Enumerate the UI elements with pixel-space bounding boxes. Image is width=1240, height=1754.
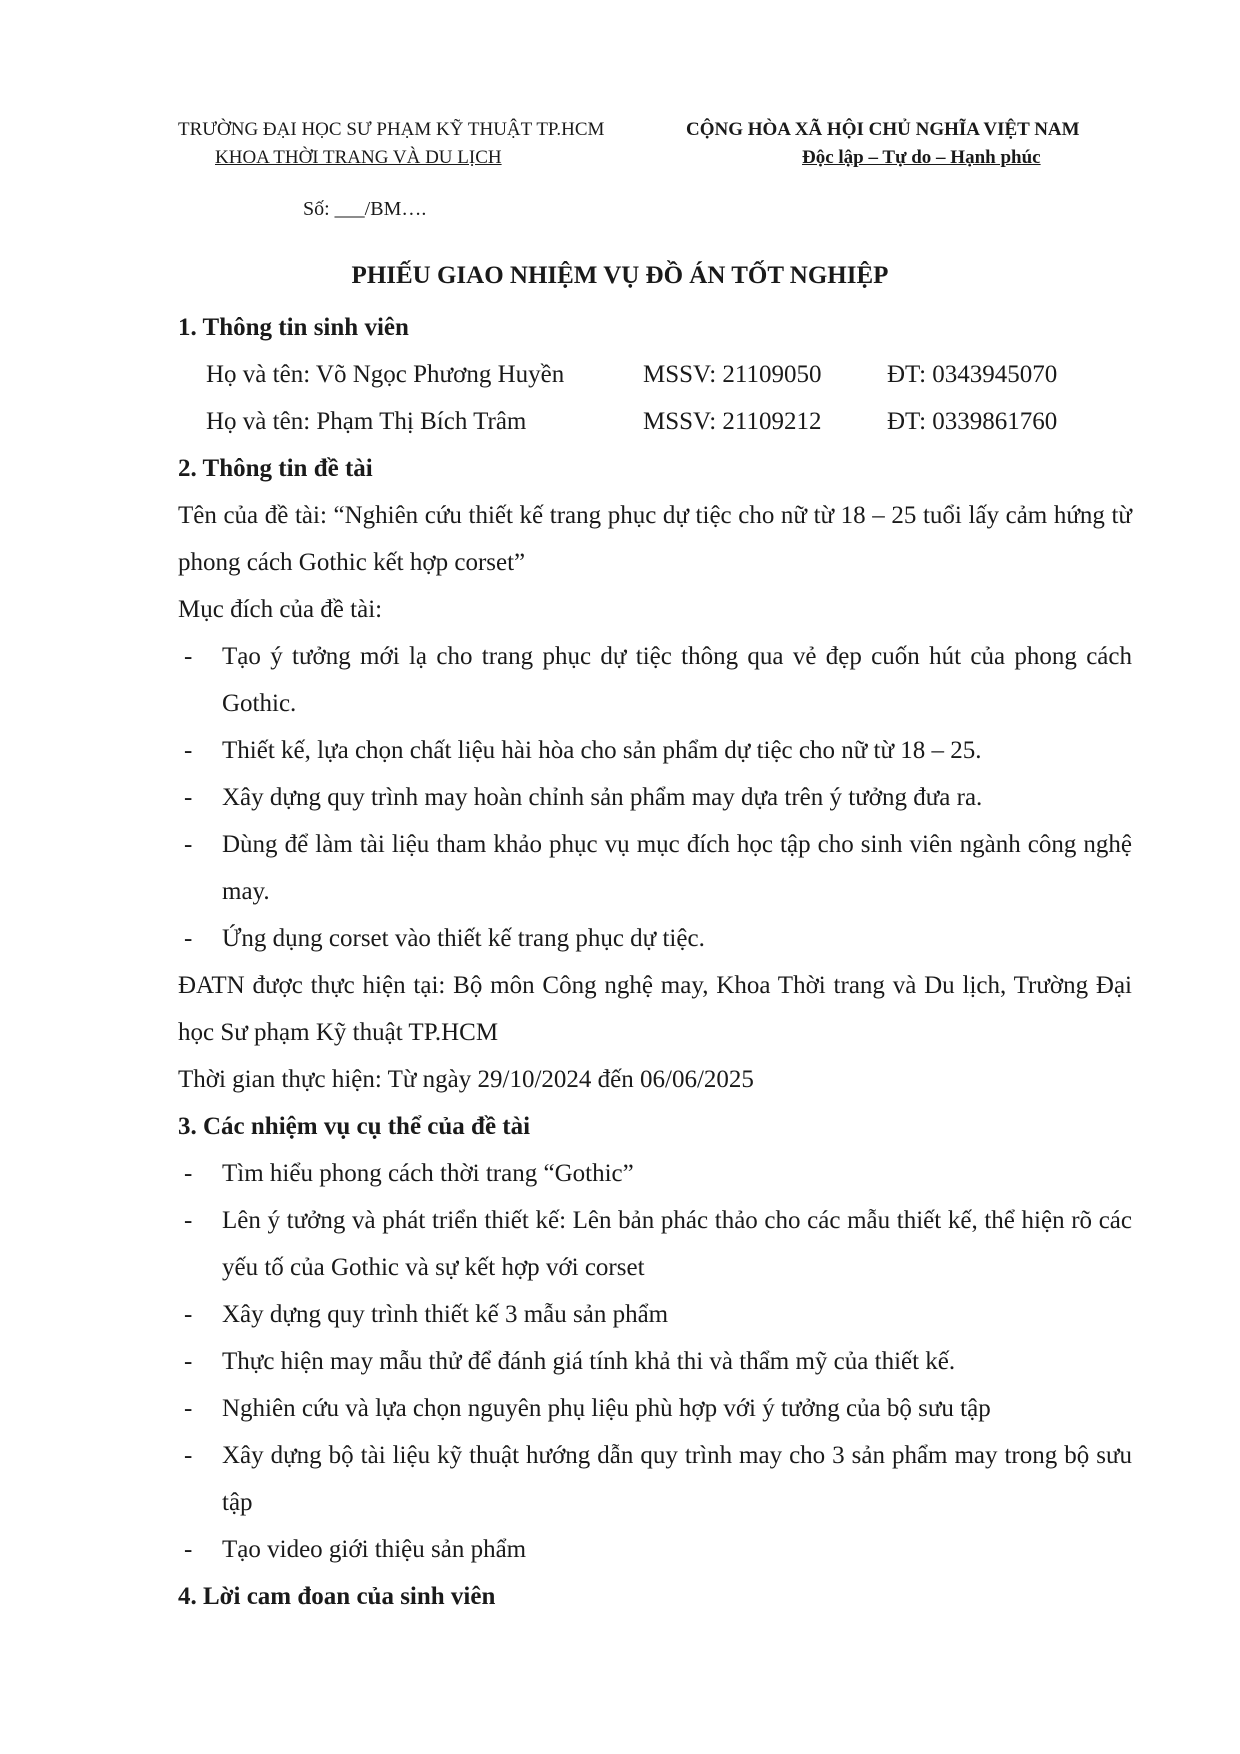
section-4-heading: 4. Lời cam đoan của sinh viên [178, 1583, 496, 1610]
school-name: TRƯỜNG ĐẠI HỌC SƯ PHẠM KỸ THUẬT TP.HCM [178, 119, 605, 140]
list-item [178, 1291, 1132, 1338]
task-text: Thực hiện may mẫu thử để đánh giá tính khả thi và thẩm mỹ của thiết kế. [222, 1348, 956, 1375]
list-dash: - [184, 1442, 193, 1469]
topic-name: Tên của đề tài: “Nghiên cứu thiết kế trang phục dự tiệc cho nữ từ 18 – 25 tuổi lấy cảm hứng từ phong cách Gothic kết hợp corset” [178, 502, 1132, 576]
faculty-name: KHOA THỜI TRANG VÀ DU LỊCH [215, 147, 502, 168]
list-item [178, 1526, 1132, 1573]
list-item [178, 1197, 1132, 1291]
student-row [178, 398, 1132, 445]
purpose-text: Xây dựng quy trình may hoàn chỉnh sản phẩm may dựa trên ý tưởng đưa ra. [222, 784, 983, 811]
purpose-text: Ứng dụng corset vào thiết kế trang phục dự tiệc. [222, 925, 705, 952]
purpose-text: Tạo ý tưởng mới lạ cho trang phục dự tiệc thông qua vẻ đẹp cuốn hút của phong cách Gothic. [222, 643, 1132, 717]
purpose-text: Dùng để làm tài liệu tham khảo phục vụ mục đích học tập cho sinh viên ngành công nghệ may. [222, 831, 1132, 905]
list-dash: - [184, 1207, 193, 1234]
task-text: Xây dựng bộ tài liệu kỹ thuật hướng dẫn quy trình may cho 3 sản phẩm may trong bộ sưu tập [222, 1442, 1132, 1516]
student-id: MSSV: 21109212 [643, 408, 822, 435]
list-dash: - [184, 784, 193, 811]
task-text: Xây dựng quy trình thiết kế 3 mẫu sản phẩm [222, 1301, 669, 1328]
document-title: PHIẾU GIAO NHIỆM VỤ ĐỒ ÁN TỐT NGHIỆP [351, 262, 889, 289]
list-dash: - [184, 1536, 193, 1563]
list-dash: - [184, 925, 193, 952]
list-dash: - [184, 643, 193, 670]
task-text: Tạo video giới thiệu sản phẩm [222, 1536, 527, 1563]
section-2-heading: 2. Thông tin đề tài [178, 455, 373, 482]
section-1-heading: 1. Thông tin sinh viên [178, 314, 409, 341]
list-item [178, 1432, 1132, 1526]
task-text: Nghiên cứu và lựa chọn nguyên phụ liệu phù hợp với ý tưởng của bộ sưu tập [222, 1395, 991, 1422]
list-item [178, 727, 1132, 774]
task-text: Tìm hiểu phong cách thời trang “Gothic” [222, 1160, 634, 1187]
list-dash: - [184, 737, 193, 764]
document-body [178, 304, 1132, 1620]
list-dash: - [184, 1395, 193, 1422]
section-3-heading: 3. Các nhiệm vụ cụ thể của đề tài [178, 1113, 531, 1140]
list-item [178, 633, 1132, 727]
student-name: Họ và tên: Võ Ngọc Phương Huyền [206, 361, 565, 388]
purpose-text: Thiết kế, lựa chọn chất liệu hài hòa cho sản phẩm dự tiệc cho nữ từ 18 – 25. [222, 737, 982, 764]
student-id: MSSV: 21109050 [643, 361, 822, 388]
student-phone: ĐT: 0339861760 [887, 408, 1058, 435]
national-title: CỘNG HÒA XÃ HỘI CHỦ NGHĨA VIỆT NAM [686, 119, 1080, 140]
purpose-label: Mục đích của đề tài: [178, 596, 383, 623]
implementation-place: ĐATN được thực hiện tại: Bộ môn Công nghệ may, Khoa Thời trang và Du lịch, Trường Đại học Sư phạm Kỹ thuật TP.HCM [178, 972, 1132, 1046]
list-item [178, 915, 1132, 962]
list-item [178, 1338, 1132, 1385]
list-item [178, 1150, 1132, 1197]
list-item [178, 821, 1132, 915]
list-item [178, 774, 1132, 821]
list-item [178, 1385, 1132, 1432]
list-dash: - [184, 1160, 193, 1187]
student-phone: ĐT: 0343945070 [887, 361, 1058, 388]
student-row [178, 351, 1132, 398]
list-dash: - [184, 1348, 193, 1375]
student-name: Họ và tên: Phạm Thị Bích Trâm [206, 408, 527, 435]
national-motto: Độc lập – Tự do – Hạnh phúc [802, 147, 1041, 168]
list-dash: - [184, 831, 193, 858]
task-text: Lên ý tưởng và phát triển thiết kế: Lên bản phác thảo cho các mẫu thiết kế, thể hiện rõ các yếu tố của Gothic và sự kết hợp với corset [222, 1207, 1132, 1281]
document-number: Số: ___/BM…. [303, 198, 427, 220]
list-dash: - [184, 1301, 193, 1328]
implementation-time: Thời gian thực hiện: Từ ngày 29/10/2024 đến 06/06/2025 [178, 1066, 754, 1093]
